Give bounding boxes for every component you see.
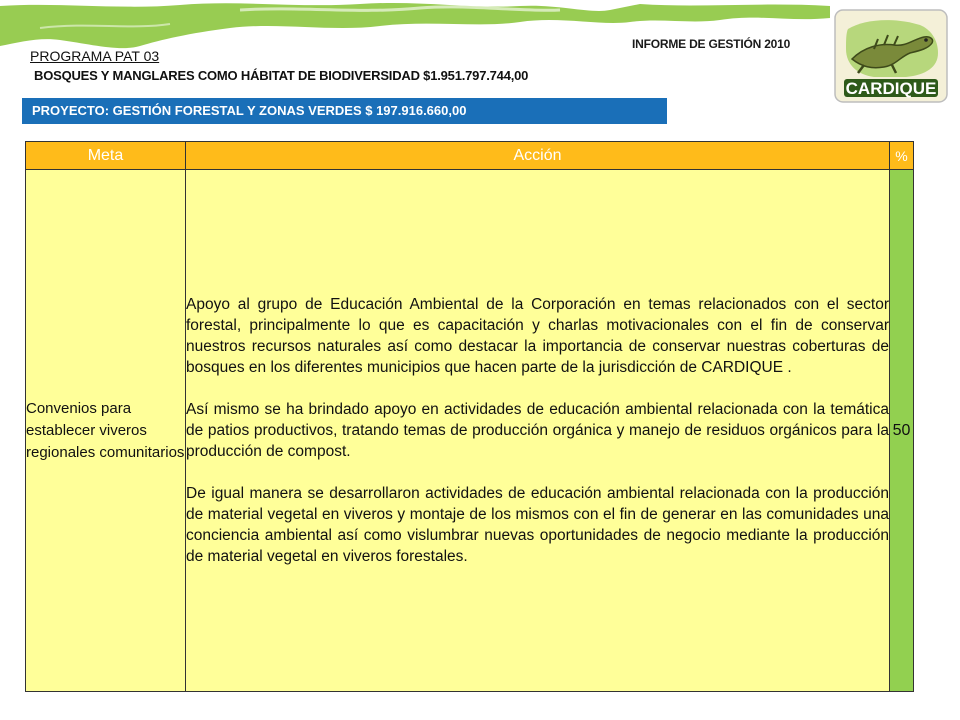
iguana-logo-icon (834, 9, 948, 103)
header-accion: Acción (186, 142, 890, 170)
logo-text: CARDIQUE (845, 79, 937, 98)
accion-paragraph-1: Apoyo al grupo de Educación Ambiental de la Corporación en temas relacionados con el sector forestal, principalmente lo que es capacitación y charlas motivacionales con el fin de conservar nuestros recursos naturales así como destacar la importancia de conservar nuestras coberturas de bosques en los diferentes municipios que hacen parte de la jurisdicción de CARDIQUE . (186, 296, 889, 376)
action-table (25, 141, 914, 692)
project-title-bar: PROYECTO: GESTIÓN FORESTAL Y ZONAS VERDES $ 197.916.660,00 (22, 98, 667, 124)
table-header-row (26, 142, 914, 170)
percent-cell: 50 (890, 170, 914, 692)
header-meta: Meta (26, 142, 186, 170)
program-title: BOSQUES Y MANGLARES COMO HÁBITAT DE BIODIVERSIDAD $1.951.797.744,00 (34, 68, 529, 83)
program-label: PROGRAMA PAT 03 (30, 48, 160, 64)
report-title: INFORME DE GESTIÓN 2010 (632, 37, 791, 51)
accion-paragraph-3: De igual manera se desarrollaron actividades de educación ambiental relacionada con la producción de material vegetal en viveros y montaje de los mismos con el fin de generar en las comunidades una conciencia ambiental así como vislumbrar nuevas oportunidades de negocio mediante la producción de material vegetal en viveros forestales. (186, 485, 889, 565)
accion-cell (186, 170, 890, 692)
accion-paragraph-2: Así mismo se ha brindado apoyo en actividades de educación ambiental relacionada con la temática de patios productivos, tratando temas de producción orgánica y manejo de residuos orgánicos para la producción de compost. (186, 401, 889, 460)
meta-cell: Convenios para establecer viveros regionales comunitarios (26, 170, 186, 692)
table-row (26, 170, 914, 692)
header-percent: % (890, 142, 914, 170)
cardique-logo (834, 9, 948, 103)
